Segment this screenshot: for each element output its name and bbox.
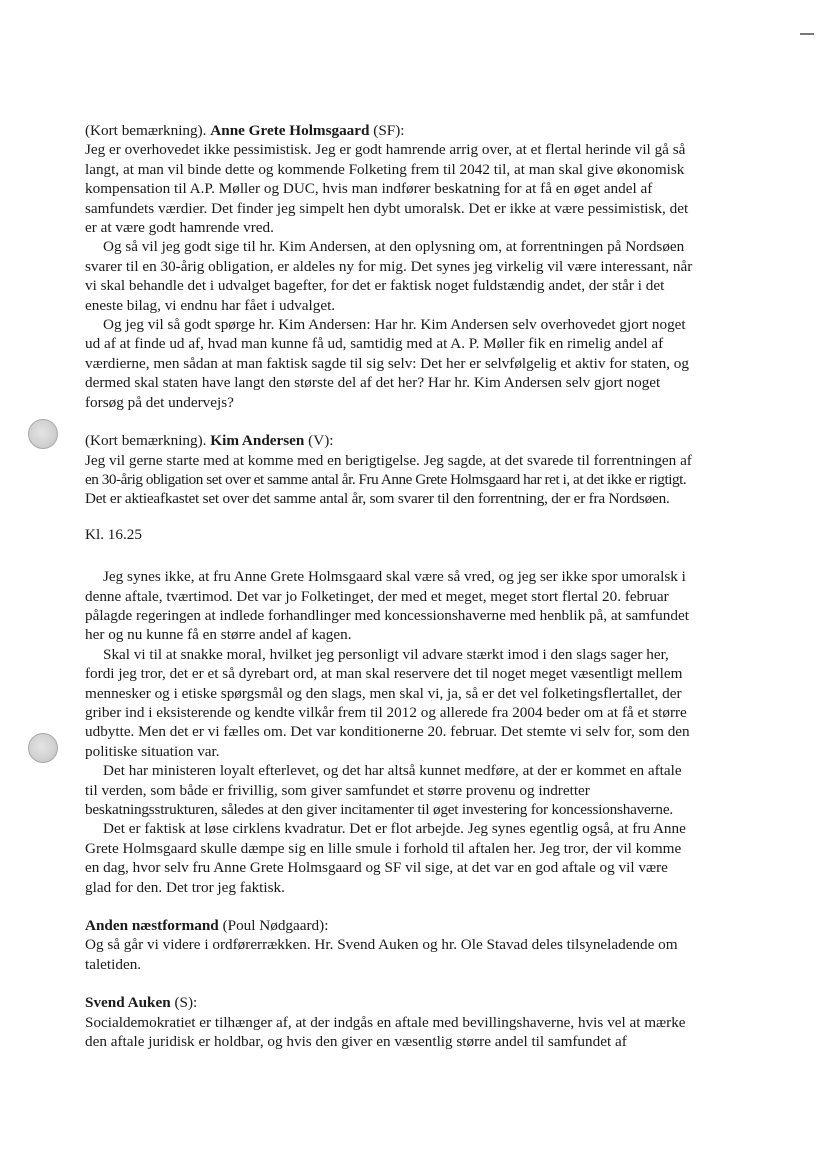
text-line: en 30-årig obligation set over et samme antal år. Fru Anne Grete Holmsgaard har ret i, at det ikke er rigtigt.: [85, 470, 687, 488]
text-line: Jeg vil gerne starte med at komme med en berigtigelse. Jeg sagde, at det svarede til forrentningen af: [85, 451, 692, 469]
heading-prefix: (Kort bemærkning).: [85, 122, 211, 139]
text-line: eneste bilag, vi endnu har fået i udvalget.: [85, 296, 336, 314]
party-label: (V):: [304, 432, 334, 450]
speaker-name: Kim Andersen: [210, 432, 305, 450]
text-line: værdierne, men sådan at man faktisk sagde til sig selv: Det her er selvfølgelig et aktiv for staten, og: [85, 354, 689, 372]
text-line: Jeg synes ikke, at fru Anne Grete Holmsgaard skal være så vred, og jeg ser ikke spor umoralsk i: [103, 568, 686, 586]
text-line: pålagde regeringen at indlede forhandlinger med koncessionshaverne med henblik på, at samfundet: [85, 606, 689, 624]
text-line: Grete Holmsgaard skulle dæmpe sig en lille smule i forhold til aftalen her. Jeg tror, der vil komme: [85, 839, 682, 857]
timestamp: Kl. 16.25: [85, 525, 142, 543]
party-label: (SF):: [369, 122, 405, 139]
text-line: forsøg på det undervejs?: [85, 393, 234, 411]
text-line: langt, at man vil binde dette og kommende Folketing frem til 2042 til, at man skal give økonomisk: [85, 160, 685, 178]
text-line: taletiden.: [85, 955, 142, 973]
text-line: mennesker og i etiske spørgsmål og den slags, men skal vi, ja, så er det vel folketingsflertallet, der: [85, 684, 682, 702]
text-line: Jeg er overhovedet ikke pessimistisk. Jeg er godt hamrende arrig over, at et flertal herinde vil gå så: [85, 141, 686, 159]
text-line: Og jeg vil så godt spørge hr. Kim Andersen: Har hr. Kim Andersen selv overhovedet gjort noget: [103, 316, 686, 334]
text-line: Socialdemokratiet er tilhænger af, at der indgås en aftale med bevillingshaverne, hvis vel at mærke: [85, 1013, 686, 1031]
text-line: Skal vi til at snakke moral, hvilket jeg personligt vil advare stærkt imod i den slags sager her,: [103, 645, 669, 663]
text-line: samfundets værdier. Det finder jeg simpelt hen dybt umoralsk. Det er ikke at være pessimistisk, det: [85, 199, 689, 217]
text-line: Og så vil jeg godt sige til hr. Kim Andersen, at den oplysning om, at forrentningen på Nordsøen: [103, 238, 685, 256]
text-line: griber ind i eksisterende og kendte vilkår frem til 2012 og allerede fra 2004 beder om at få et større: [85, 703, 687, 721]
punch-hole-bottom: [28, 733, 58, 763]
text-line: glad for den. Det tror jeg faktisk.: [85, 878, 285, 896]
speech-continued: [85, 567, 760, 897]
speaker-name: Anden næstformand: [85, 917, 219, 935]
text-line: er at være godt hamrende vred.: [85, 219, 274, 237]
text-line: dermed skal staten have langt den største del af det her? Har hr. Kim Andersen selv gjort noget: [85, 374, 661, 392]
timestamp-block: [85, 525, 760, 544]
text-line: til verden, som både er frivillig, som giver samfundet et større provenu og indretter: [85, 781, 590, 799]
speech-anden-naestformand: [85, 916, 760, 974]
speaker-name: Svend Auken: [85, 994, 171, 1012]
text-line: beskatningsstrukturen, således at den giver incitamenter til øget investering for koncessionshaverne.: [85, 801, 673, 818]
text-line: ud af at finde ud af, hvad man kunne få ud, samtidig med at A. P. Møller fik en rimelig andel af: [85, 335, 664, 353]
party-label: (S):: [170, 994, 198, 1012]
scan-mark: [800, 33, 814, 35]
transcript-body: [85, 121, 760, 1051]
speaker-heading: [85, 993, 760, 1012]
text-line: kompensation til A.P. Møller og DUC, hvis man indfører beskatning for at få en øget andel af: [85, 180, 653, 198]
speech-kim-andersen: [85, 431, 760, 509]
punch-hole-top: [28, 419, 58, 449]
text-line: fordi jeg tror, det er et så dyrebart ord, at man skal reservere det til noget meget væsentligt mellem: [85, 665, 683, 683]
text-line: svarer til en 30-årig obligation, er aldeles ny for mig. Det synes jeg virkelig vil være interessant, når: [85, 257, 693, 275]
text-line: Og så går vi videre i ordførerrækken. Hr. Svend Auken og hr. Ole Stavad deles tilsyneladende om: [85, 936, 678, 954]
speech-svend-auken: [85, 993, 760, 1051]
text-line: politiske situation var.: [85, 742, 220, 760]
text-line: vi skal behandle det i udvalget bagefter, for det er faktisk noget fuldstændig andet, der står i det: [85, 277, 665, 295]
speaker-name: Anne Grete Holmsgaard: [210, 122, 370, 139]
text-line: en dag, hvor selv fru Anne Grete Holmsgaard og SF vil sige, at det var en god aftale og vil være: [85, 859, 668, 877]
text-line: Det har ministeren loyalt efterlevet, og det har altså kunnet medføre, at der er kommet en aftale: [103, 762, 682, 780]
text-line: Det er aktieafkastet set over det samme antal år, som svarer til den forrentning, der er fra Nordsøen.: [85, 490, 670, 508]
speaker-heading: [85, 431, 760, 450]
party-label: (Poul Nødgaard):: [218, 917, 329, 935]
text-line: her og nu kunne få en større andel af kagen.: [85, 626, 352, 644]
speaker-heading: [85, 121, 760, 140]
text-line: Det er faktisk at løse cirklens kvadratur. Det er flot arbejde. Jeg synes egentlig også, at fru Anne: [103, 820, 686, 838]
text-line: den aftale juridisk er holdbar, og hvis den giver en væsentlig større andel til samfundet af: [85, 1033, 627, 1051]
text-line: udbytte. Men det er vi fælles om. Det var konditionerne 20. februar. Det stemte vi selv for, som den: [85, 723, 690, 741]
heading-prefix: (Kort bemærkning).: [85, 432, 211, 450]
speaker-heading: [85, 916, 760, 935]
text-line: denne aftale, tværtimod. Det var jo Folketinget, der med et meget, meget stort flertal 20. februar: [85, 587, 669, 605]
speech-anne-grete-holmsgaard: [85, 121, 760, 412]
